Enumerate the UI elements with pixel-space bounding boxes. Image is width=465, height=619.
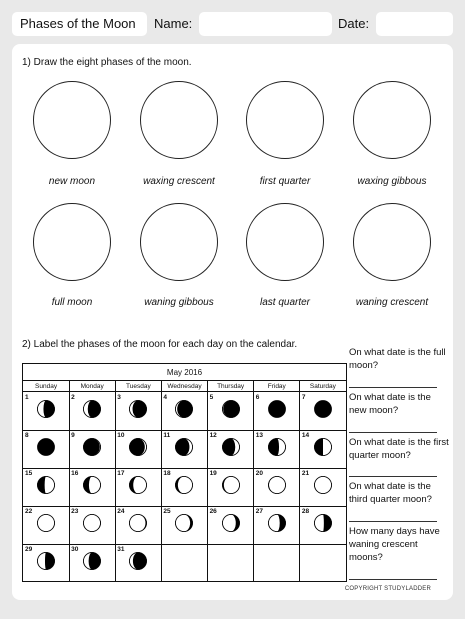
moon-phase-icon: [36, 399, 56, 419]
moon-phase-icon: [36, 551, 56, 571]
calendar-title: May 2016: [23, 364, 346, 381]
phase-label-full-moon: full moon: [51, 297, 93, 308]
moon-phase-icon: [128, 399, 148, 419]
calendar-day-number: 12: [209, 432, 217, 439]
calendar-day-number: 2: [71, 394, 75, 401]
calendar-day-cell[interactable]: [115, 393, 161, 431]
calendar-day-cell[interactable]: [23, 545, 69, 583]
phase-label-waxing-crescent: waxing crescent: [143, 176, 215, 187]
calendar-day-cell[interactable]: [208, 431, 254, 469]
calendar-day-number: 30: [71, 546, 79, 553]
moon-phase-icon: [36, 437, 56, 457]
question-new-moon: On what date is the new moon?: [349, 392, 431, 416]
calendar-day-cell[interactable]: [254, 469, 300, 507]
calendar-day-cell[interactable]: [300, 393, 346, 431]
moon-phase-icon: [36, 513, 56, 533]
moon-phase-icon: [221, 513, 241, 533]
calendar-day-number: 14: [301, 432, 310, 439]
moon-phase-icon: [313, 437, 333, 457]
section2-prompt: 2) Label the phases of the moon for each day on the calendar.: [22, 339, 298, 350]
section1-prompt: 1) Draw the eight phases of the moon.: [22, 57, 192, 68]
calendar-day-number: 26: [209, 508, 217, 515]
calendar-day-number: 3: [117, 394, 121, 401]
calendar-day-cell[interactable]: [115, 507, 161, 545]
calendar-day-cell[interactable]: [161, 507, 207, 545]
calendar-day-number: 18: [163, 470, 171, 477]
calendar-day-cell[interactable]: [69, 545, 115, 583]
moon-phase-icon: [82, 551, 102, 571]
calendar-day-number: 5: [209, 394, 214, 401]
moon-phase-icon: [267, 399, 287, 419]
answer-line-new-moon[interactable]: [349, 432, 437, 433]
phase-label-new-moon: new moon: [48, 176, 96, 187]
calendar-day-cell[interactable]: [208, 469, 254, 507]
calendar-day-cell[interactable]: [300, 507, 346, 545]
answer-line-first-quarter[interactable]: [349, 476, 437, 477]
drawing-circle-full-moon[interactable]: [33, 203, 111, 281]
drawing-circle-first-quarter[interactable]: [246, 81, 324, 159]
moon-phase-icon: [128, 437, 148, 457]
moon-phase-icon: [128, 475, 148, 495]
calendar-day-number: 7: [301, 394, 306, 401]
calendar-day-number: 27: [255, 508, 263, 515]
moon-phase-icon: [36, 475, 56, 495]
calendar-day-number: 10: [117, 432, 125, 439]
weekday-header: Saturday: [300, 381, 346, 392]
copyright: COPYRIGHT STUDYLADDER: [344, 586, 431, 592]
answer-line-third-quarter[interactable]: [349, 521, 437, 522]
moon-phase-icon: [313, 475, 333, 495]
calendar-day-cell[interactable]: [208, 393, 254, 431]
answer-line-full-moon[interactable]: [349, 387, 437, 388]
calendar-day-cell[interactable]: [115, 469, 161, 507]
phase-label-last-quarter: last quarter: [259, 297, 311, 308]
drawing-circle-new-moon[interactable]: [33, 81, 111, 159]
question-first-quarter: On what date is the first quarter moon?: [349, 437, 449, 461]
moon-phase-icon: [313, 513, 333, 533]
date-label: Date:: [338, 16, 370, 31]
moon-phase-icon: [221, 437, 241, 457]
drawing-circle-waxing-gibbous[interactable]: [353, 81, 431, 159]
calendar-day-cell[interactable]: [115, 431, 161, 469]
moon-calendar: [22, 363, 347, 582]
calendar-day-cell[interactable]: [115, 545, 161, 583]
date-field[interactable]: [376, 12, 453, 36]
calendar-day-cell[interactable]: [23, 469, 69, 507]
calendar-day-cell[interactable]: [161, 469, 207, 507]
calendar-day-number: 31: [117, 546, 125, 553]
moon-phase-icon: [174, 475, 194, 495]
moon-phase-icon: [267, 437, 287, 457]
moon-phase-icon: [313, 399, 333, 419]
calendar-day-cell[interactable]: [300, 469, 346, 507]
calendar-day-number: 6: [255, 394, 260, 401]
weekday-header: Tuesday: [115, 381, 161, 392]
worksheet: [12, 44, 453, 600]
moon-phase-icon: [128, 513, 148, 533]
calendar-day-number: 4: [163, 394, 168, 401]
calendar-day-number: 29: [25, 546, 33, 553]
calendar-day-number: 8: [25, 432, 29, 439]
moon-phase-icon: [174, 437, 194, 457]
calendar-day-cell[interactable]: [161, 431, 207, 469]
calendar-day-number: 28: [301, 508, 310, 515]
calendar-day-cell[interactable]: [254, 431, 300, 469]
weekday-header: Wednesday: [161, 381, 207, 392]
drawing-circle-last-quarter[interactable]: [246, 203, 324, 281]
calendar-day-number: 25: [163, 508, 171, 515]
calendar-day-number: 11: [163, 432, 171, 439]
answer-line-waning-crescent-days[interactable]: [349, 579, 437, 580]
phase-label-first-quarter: first quarter: [259, 176, 311, 187]
moon-phase-icon: [82, 475, 102, 495]
name-field[interactable]: [199, 12, 332, 36]
calendar-day-number: 24: [117, 508, 125, 515]
drawing-circle-waning-crescent[interactable]: [353, 203, 431, 281]
calendar-day-number: 16: [71, 470, 79, 477]
name-label: Name:: [154, 16, 193, 31]
drawing-circle-waxing-crescent[interactable]: [140, 81, 218, 159]
question-full-moon: On what date is the full moon?: [349, 347, 446, 371]
moon-phase-icon: [82, 399, 102, 419]
moon-phase-icon: [82, 437, 102, 457]
calendar-day-number: 19: [209, 470, 217, 477]
calendar-day-cell[interactable]: [69, 469, 115, 507]
moon-phase-icon: [267, 475, 287, 495]
question-third-quarter: On what date is the third quarter moon?: [349, 481, 432, 505]
calendar-day-cell[interactable]: [69, 431, 115, 469]
moon-phase-icon: [174, 399, 194, 419]
moon-phase-icon: [174, 513, 194, 533]
calendar-day-cell[interactable]: [161, 393, 207, 431]
drawing-circle-waning-gibbous[interactable]: [140, 203, 218, 281]
calendar-day-number: 1: [25, 394, 29, 401]
weekday-header: Monday: [69, 381, 115, 392]
moon-phase-icon: [128, 551, 148, 571]
calendar-day-number: 22: [25, 508, 33, 515]
calendar-day-cell[interactable]: [23, 431, 69, 469]
calendar-day-number: 20: [255, 470, 263, 477]
calendar-day-cell[interactable]: [254, 507, 300, 545]
phase-label-waning-gibbous: waning gibbous: [144, 297, 214, 308]
moon-phase-icon: [221, 399, 241, 419]
phase-label-waxing-gibbous: waxing gibbous: [357, 176, 427, 187]
weekday-header: Thursday: [208, 381, 254, 392]
calendar-day-number: 21: [301, 470, 310, 477]
calendar-day-number: 15: [25, 470, 33, 477]
page-title: Phases of the Moon: [12, 12, 147, 36]
calendar-day-cell[interactable]: [69, 393, 115, 431]
calendar-day-cell[interactable]: [69, 507, 115, 545]
moon-phase-icon: [267, 513, 287, 533]
calendar-day-cell[interactable]: [208, 507, 254, 545]
calendar-day-cell[interactable]: [23, 393, 69, 431]
moon-phase-icon: [82, 513, 102, 533]
calendar-day-cell[interactable]: [300, 431, 346, 469]
weekday-header: Sunday: [23, 381, 69, 392]
calendar-day-cell[interactable]: [23, 507, 69, 545]
calendar-day-cell[interactable]: [254, 393, 300, 431]
calendar-day-number: 23: [71, 508, 79, 515]
weekday-header: Friday: [254, 381, 300, 392]
moon-phase-icon: [221, 475, 241, 495]
calendar-day-number: 13: [255, 432, 263, 439]
phase-label-waning-crescent: waning crescent: [355, 297, 429, 308]
question-waning-crescent-days: How many days have waning crescent moons?: [349, 526, 440, 563]
calendar-day-number: 9: [71, 432, 75, 439]
calendar-day-number: 17: [117, 470, 125, 477]
